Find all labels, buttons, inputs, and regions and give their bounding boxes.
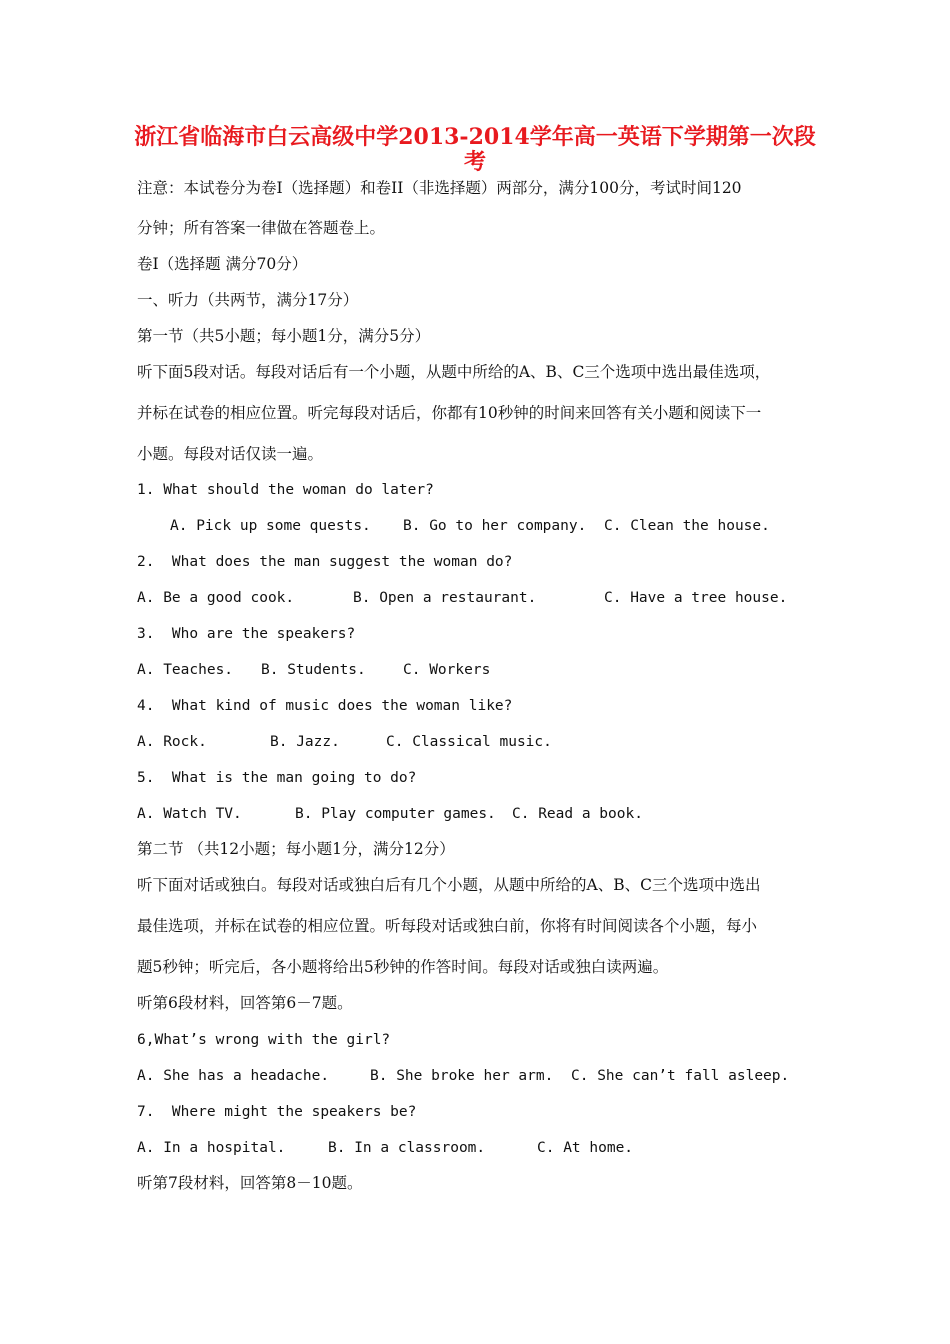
q5-stem: 5. What is the man going to do? bbox=[137, 770, 417, 786]
q3-option-c: C. Workers bbox=[403, 662, 491, 678]
q1-stem: 1. What should the woman do later? bbox=[137, 482, 434, 498]
q4-stem: 4. What kind of music does the woman like? bbox=[137, 698, 513, 714]
part1-heading: 一、听力（共两节，满分17分） bbox=[137, 291, 359, 309]
q1-option-b: B. Go to her company. bbox=[403, 518, 587, 534]
q1-option-c: C. Clean the house. bbox=[604, 518, 770, 534]
material6-heading: 听第6段材料，回答第6－7题。 bbox=[137, 994, 353, 1012]
document-title-line1: 浙江省临海市白云高级中学2013-2014学年高一英语下学期第一次段 bbox=[134, 124, 816, 150]
q7-option-b: B. In a classroom. bbox=[328, 1140, 486, 1156]
notice-line2: 分钟；所有答案一律做在答题卷上。 bbox=[137, 219, 386, 237]
volume1-heading: 卷Ⅰ（选择题 满分70分） bbox=[137, 255, 308, 273]
q2-option-b: B. Open a restaurant. bbox=[353, 590, 537, 606]
q3-option-a: A. Teaches. bbox=[137, 662, 234, 678]
section2-instr1: 听下面对话或独白。每段对话或独白后有几个小题，从题中所给的A、B、C三个选项中选出 bbox=[137, 876, 761, 894]
section2-instr2: 最佳选项，并标在试卷的相应位置。听每段对话或独白前，你将有时间阅读各个小题，每小 bbox=[137, 917, 758, 935]
q7-option-c: C. At home. bbox=[537, 1140, 634, 1156]
section1-instr3: 小题。每段对话仅读一遍。 bbox=[137, 445, 324, 463]
q5-option-b: B. Play computer games. bbox=[295, 806, 496, 822]
q6-option-a: A. She has a headache. bbox=[137, 1068, 330, 1084]
section1-instr1: 听下面5段对话。每段对话后有一个小题，从题中所给的A、B、C三个选项中选出最佳选项， bbox=[137, 363, 771, 381]
q4-option-c: C. Classical music. bbox=[386, 734, 552, 750]
document-title-line2: 考 bbox=[463, 149, 486, 175]
q6-stem: 6,What’s wrong with the girl? bbox=[137, 1032, 391, 1048]
notice-line1: 注意：本试卷分为卷Ⅰ（选择题）和卷II（非选择题）两部分，满分100分，考试时间120 bbox=[137, 179, 742, 197]
q4-option-a: A. Rock. bbox=[137, 734, 207, 750]
q2-option-c: C. Have a tree house. bbox=[604, 590, 788, 606]
q5-option-c: C. Read a book. bbox=[512, 806, 643, 822]
q7-option-a: A. In a hospital. bbox=[137, 1140, 286, 1156]
q5-option-a: A. Watch TV. bbox=[137, 806, 242, 822]
section1-instr2: 并标在试卷的相应位置。听完每段对话后，你都有10秒钟的时间来回答有关小题和阅读下一 bbox=[137, 404, 762, 422]
q1-option-a: A. Pick up some quests. bbox=[170, 518, 371, 534]
q2-option-a: A. Be a good cook. bbox=[137, 590, 295, 606]
section2-heading: 第二节 （共12小题；每小题1分，满分12分） bbox=[137, 840, 455, 858]
q4-option-b: B. Jazz. bbox=[270, 734, 340, 750]
q3-stem: 3. Who are the speakers? bbox=[137, 626, 356, 642]
q3-option-b: B. Students. bbox=[261, 662, 366, 678]
q6-option-c: C. She can’t fall asleep. bbox=[571, 1068, 790, 1084]
section2-instr3: 题5秒钟；听完后，各小题将给出5秒钟的作答时间。每段对话或独白读两遍。 bbox=[137, 958, 669, 976]
section1-heading: 第一节（共5小题；每小题1分，满分5分） bbox=[137, 327, 431, 345]
q7-stem: 7. Where might the speakers be? bbox=[137, 1104, 417, 1120]
q2-stem: 2. What does the man suggest the woman do? bbox=[137, 554, 513, 570]
q6-option-b: B. She broke her arm. bbox=[370, 1068, 554, 1084]
material7-heading: 听第7段材料，回答第8－10题。 bbox=[137, 1174, 363, 1192]
